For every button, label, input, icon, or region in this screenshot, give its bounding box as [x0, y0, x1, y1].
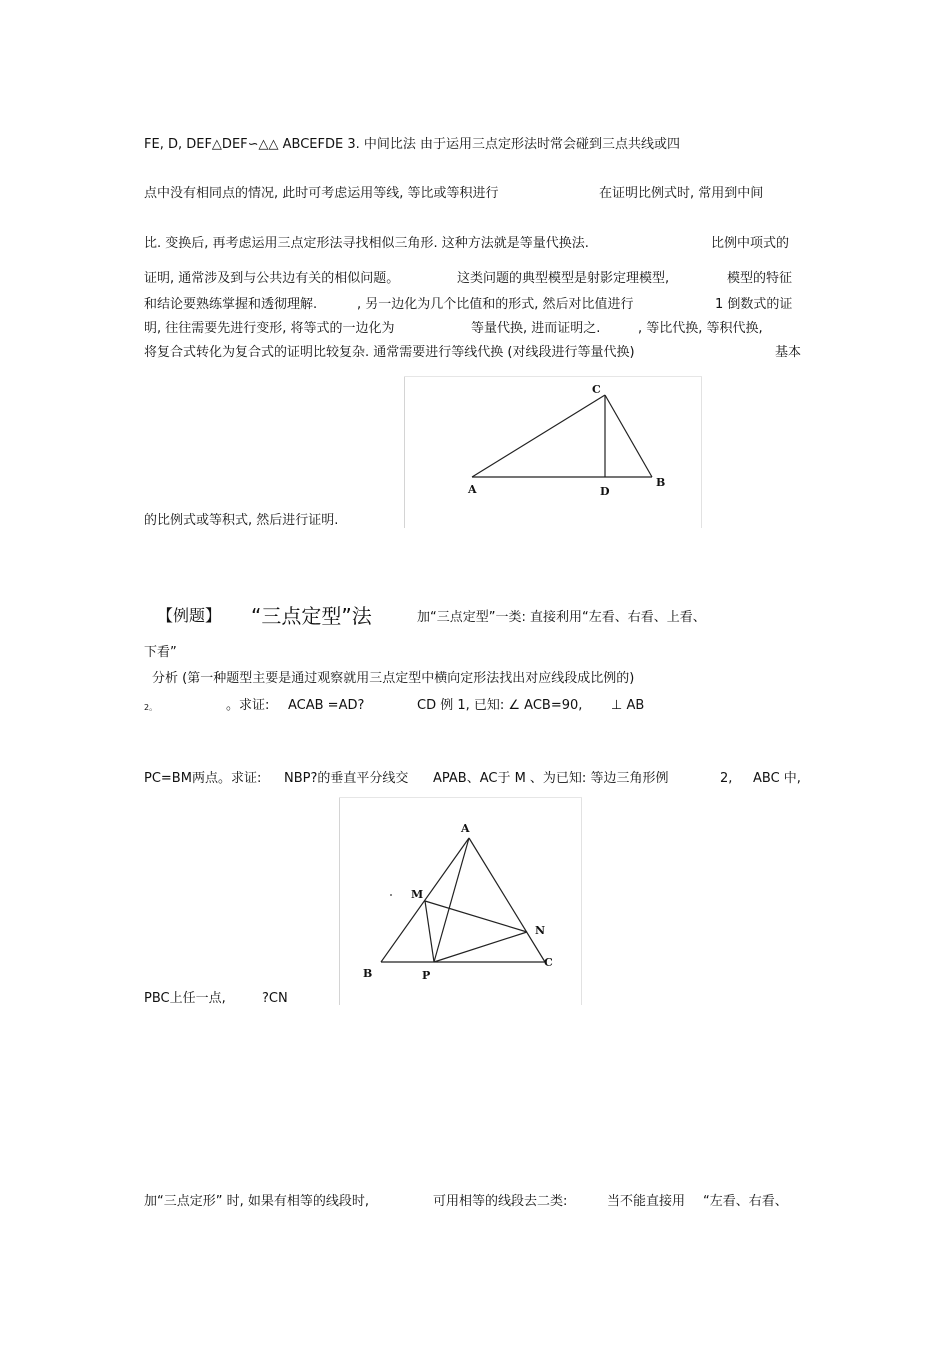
- segment-AC: [472, 395, 605, 477]
- text-line-2a: 点中没有相同点的情况, 此时可考虑运用等线, 等比或等积进行: [144, 186, 499, 201]
- label-M: M: [411, 888, 424, 901]
- problem2-b: NBP?的垂直平分线交: [284, 771, 409, 786]
- label-B: B: [363, 967, 373, 980]
- segment-CB: [605, 395, 652, 477]
- label-A: A: [461, 822, 470, 835]
- label-A: A: [468, 483, 477, 496]
- text-line-6a: 明, 往往需要先进行变形, 将等式的一边化为: [144, 321, 395, 336]
- segment-MN: [425, 901, 527, 932]
- text-line-2b: 在证明比例式时, 常用到中间: [599, 186, 764, 201]
- text-line-7a: 将复合式转化为复合式的证明比较复杂. 通常需要进行等线代换 (对线段进行等量代换): [144, 345, 635, 360]
- text-line-6c: , 等比代换, 等积代换,: [638, 321, 763, 336]
- label-P: P: [422, 969, 431, 982]
- problem1-c: CD 例 1, 已知: ∠ ACB=90,: [417, 698, 583, 713]
- problem1-d: ⊥ AB: [611, 698, 645, 713]
- segment-AC: [469, 838, 545, 962]
- text-line-4c: 模型的特征: [727, 271, 793, 286]
- text-line-4b: 这类问题的典型模型是射影定理模型,: [457, 271, 670, 286]
- label-B: B: [656, 476, 666, 489]
- figure-right-triangle: [404, 376, 702, 528]
- label-C: C: [592, 383, 601, 396]
- label-D: D: [600, 485, 610, 498]
- text-line-5b: , 另一边化为几个比值和的形式, 然后对比值进行: [357, 297, 634, 312]
- example-intro-2: 下看”: [144, 645, 177, 660]
- label-C: C: [544, 956, 553, 969]
- text-line-4a: 证明, 通常涉及到与公共边有关的相似问题。: [144, 271, 400, 286]
- problem2-e: ABC 中,: [753, 771, 801, 786]
- example-title: “三点定型”法: [251, 604, 372, 628]
- text-line-3b: 比例中项式的: [711, 236, 790, 251]
- text-line-last-a: 加“三点定形” 时, 如果有相等的线段时,: [144, 1194, 369, 1209]
- label-N: N: [535, 924, 546, 937]
- example-tag: 【例题】: [157, 606, 222, 625]
- figure-equilateral-triangle: [339, 797, 582, 1005]
- text-line-5c: 1 倒数式的证: [715, 297, 793, 312]
- segment-MP: [425, 901, 434, 962]
- analysis-text: 分析 (第一种题型主要是通过观察就用三点定型中横向定形法找出对应线段成比例的): [152, 671, 635, 686]
- segment-PN: [434, 932, 527, 962]
- small-mark: 2。: [144, 703, 158, 712]
- text-line-last-c: 当不能直接用: [607, 1194, 686, 1209]
- text-line-1: FE, D, DEF△DEF∽△△ ABCEFDE 3. 中间比法 由于运用三点定形法时常会碰到三点共线或四: [144, 137, 681, 152]
- problem2-a: PC=BM两点。求证:: [144, 771, 262, 786]
- problem3-a: PBC上任一点,: [144, 991, 226, 1006]
- text-line-5a: 和结论要熟练掌握和透彻理解.: [144, 297, 318, 312]
- text-line-8: 的比例式或等积式, 然后进行证明.: [144, 513, 339, 528]
- segment-AP: [434, 838, 469, 962]
- text-line-last-d: “左看、右看、: [703, 1194, 788, 1209]
- problem2-d: 2,: [720, 771, 733, 786]
- text-line-7b: 基本: [775, 345, 802, 360]
- problem2-c: APAB、AC于 M 、为已知: 等边三角形例: [433, 771, 669, 786]
- text-line-last-b: 可用相等的线段去二类:: [433, 1194, 568, 1209]
- text-line-3a: 比. 变换后, 再考虑运用三点定形法寻找相似三角形. 这种方法就是等量代换法.: [144, 236, 589, 251]
- problem1-a: 。求证:: [226, 698, 270, 713]
- problem1-b: ACAB =AD?: [288, 698, 365, 713]
- example-intro: 加“三点定型”一类: 直接利用“左看、右看、上看、: [417, 610, 706, 625]
- segment-AB: [381, 838, 469, 962]
- problem3-b: ?CN: [262, 991, 288, 1006]
- text-line-6b: 等量代换, 进而证明之.: [471, 321, 601, 336]
